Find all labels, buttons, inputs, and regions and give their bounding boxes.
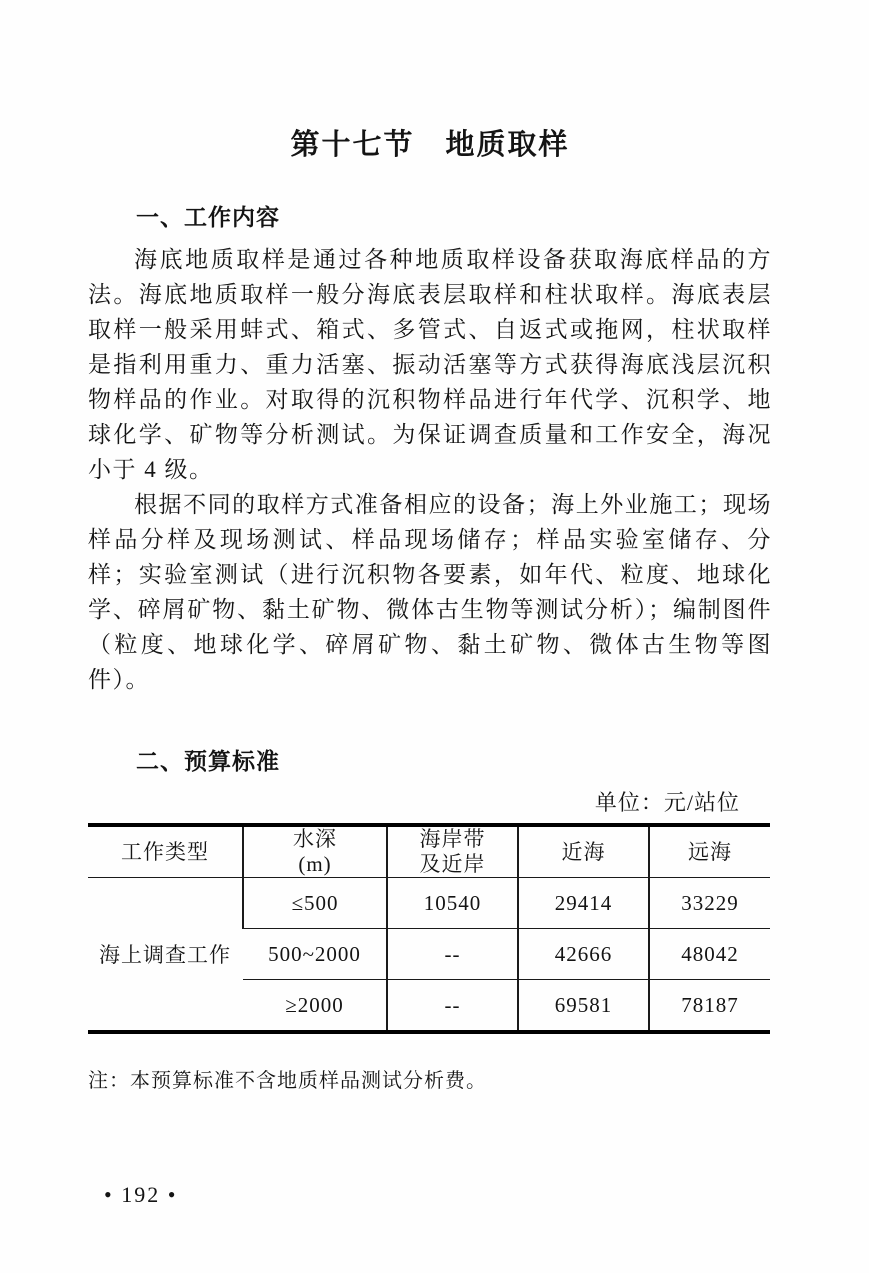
header-water-depth-line1: 水深 <box>293 827 337 851</box>
section1-heading: 一、工作内容 <box>136 204 280 230</box>
cell-coastal: -- <box>387 980 518 1033</box>
cell-near-sea: 29414 <box>518 878 649 929</box>
cell-far-sea: 33229 <box>649 878 770 929</box>
table-header-row <box>88 825 770 878</box>
table-note: 注：本预算标准不含地质样品测试分析费。 <box>88 1070 487 1092</box>
row-group-label: 海上调查工作 <box>88 878 243 1033</box>
paragraph-work-content-1: 海底地质取样是通过各种地质取样设备获取海底样品的方法。海底地质取样一般分海底表层取样和柱状取样。海底表层取样一般采用蚌式、箱式、多管式、自返式或拖网，柱状取样是指利用重力、重力活塞、振动活塞等方式获得海底浅层沉积物样品的作业。对取得的沉积物样品进行年代学、沉积学、地球化学、矿物等分析测试。为保证调查质量和工作安全，海况小于 4 级。 <box>88 247 772 482</box>
header-coastal-zone <box>387 825 518 878</box>
table-row <box>88 878 770 929</box>
cell-far-sea: 78187 <box>649 980 770 1033</box>
cell-depth: 500~2000 <box>243 929 387 980</box>
header-near-sea: 近海 <box>518 825 649 878</box>
budget-table <box>88 823 770 1034</box>
header-water-depth <box>243 825 387 878</box>
paragraph-work-content-2: 根据不同的取样方式准备相应的设备；海上外业施工；现场样品分样及现场测试、样品现场储存；样品实验室储存、分样；实验室测试（进行沉积物各要素，如年代、粒度、地球化学、碎屑矿物、黏土矿物、微体古生物等测试分析）；编制图件（粒度、地球化学、碎屑矿物、黏土矿物、微体古生物等图件）。 <box>88 492 772 692</box>
cell-depth: ≥2000 <box>243 980 387 1033</box>
cell-coastal: -- <box>387 929 518 980</box>
cell-depth: ≤500 <box>243 878 387 929</box>
cell-near-sea: 69581 <box>518 980 649 1033</box>
page-number: • 192 • <box>104 1182 178 1207</box>
header-coastal-zone-line1: 海岸带 <box>419 827 486 851</box>
unit-label: 单位：元/站位 <box>594 790 740 815</box>
header-far-sea: 远海 <box>649 825 770 878</box>
page-title: 第十七节 地质取样 <box>290 129 570 161</box>
cell-far-sea: 48042 <box>649 929 770 980</box>
cell-coastal: 10540 <box>387 878 518 929</box>
header-coastal-zone-line2: 及近岸 <box>419 852 486 876</box>
header-water-depth-line2: (m) <box>298 852 332 876</box>
section2-heading: 二、预算标准 <box>136 748 280 774</box>
cell-near-sea: 42666 <box>518 929 649 980</box>
header-work-type: 工作类型 <box>88 825 243 878</box>
